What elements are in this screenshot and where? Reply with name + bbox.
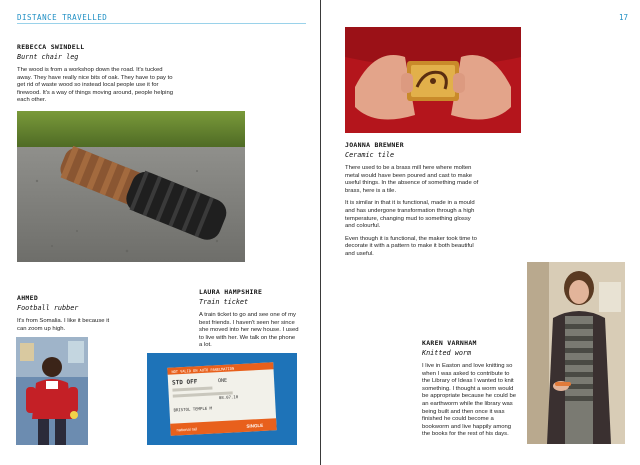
contributor-name: KAREN VARNHAM <box>422 339 477 347</box>
right-page <box>321 0 640 465</box>
entry-text: It's from Somalia. I like it because it can zoom up high. <box>17 318 110 332</box>
entry-ahmed <box>17 294 117 333</box>
entry-laura <box>199 288 299 350</box>
ticket-valid-from: 08.07.10 <box>218 394 239 401</box>
photo-train-ticket <box>147 353 297 445</box>
ticket-header: NOT VALID ON AUTO PANELMATION <box>171 366 235 375</box>
ticket-route: STD OFF <box>171 378 198 387</box>
entry-text: The wood is from a workshop down the road. It's tucked away. They have really nice bits of oak. They have to pay to get rid of waste wood so instead local people use it for firewood. It's a way of things moving around, people helping each other. <box>17 67 174 104</box>
page-number: 17 <box>618 13 628 22</box>
object-title: Ceramic tile <box>345 151 395 159</box>
contributor-name: LAURA HAMPSHIRE <box>199 288 263 296</box>
contributor-name: JOANNA BREWNER <box>345 141 404 149</box>
object-title: Burnt chair leg <box>17 53 79 61</box>
entry-paragraph: There used to be a brass mill here where molten metal would have been poured and cast to make useful things. In the absence of something made of brass, here is a tile. <box>345 165 479 194</box>
object-title: Knitted worm <box>422 349 472 357</box>
running-head-rule <box>17 23 306 24</box>
ticket-adult: ONE <box>217 377 228 385</box>
photo-burnt-chair-leg <box>17 111 245 262</box>
contributor-name: AHMED <box>17 294 39 302</box>
ticket-to-station: BRISTOL TEMPLE M <box>173 405 213 413</box>
ticket-brand: national rail <box>176 426 198 433</box>
entry-joanna <box>345 141 480 259</box>
entry-text <box>345 165 480 259</box>
entry-text: A train ticket to go and see one of my best friends. I haven't seen her since she moved into her new house. I used to live with her. We talk on the phone a lot. <box>199 312 299 349</box>
running-head: DISTANCE TRAVELLED <box>17 13 108 22</box>
photo-ahmed-football <box>16 337 88 445</box>
contributor-name: REBECCA SWINDELL <box>17 43 85 51</box>
entry-text: I live in Easton and love knitting so when I was asked to contribute to the Library of Ideas I wanted to knit something. I thought a worm would be appropriate because he could be an earthworm while the library was being built and then once it was finished he could become a bookworm and live happily among the books for the rest of his days. <box>422 363 516 438</box>
entry-karen <box>422 339 518 439</box>
photo-karen-worm <box>527 262 625 444</box>
object-title: Train ticket <box>199 298 249 306</box>
object-title: Football rubber <box>17 304 79 312</box>
photo-ceramic-tile <box>345 27 521 133</box>
ticket-type: SINGLE <box>246 422 264 429</box>
entry-rebecca <box>17 43 177 105</box>
entry-paragraph: Even though it is functional, the maker took time to decorate it with a pattern to make it both beautiful and useful. <box>345 235 477 257</box>
entry-paragraph: It is similar in that it is functional, made in a mould and has undergone transformation through a high temperature, changing mud to something glossy and colourful. <box>345 200 475 230</box>
